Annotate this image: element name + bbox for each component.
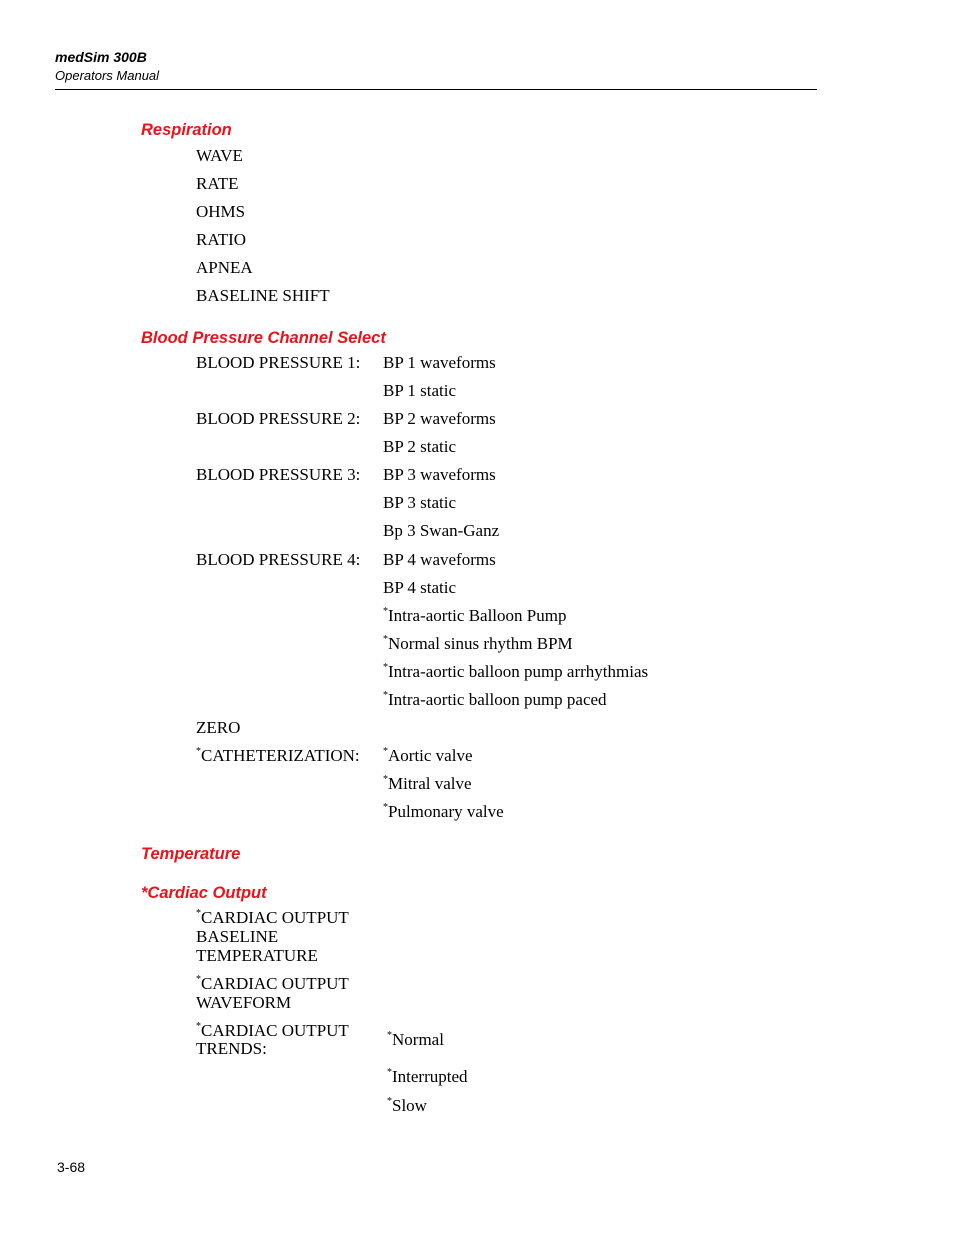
bp3-option: BP 3 waveforms xyxy=(383,465,496,484)
asterisk-mark: * xyxy=(196,1021,201,1032)
respiration-item-apnea: APNEA xyxy=(196,258,253,277)
option-text: Intra-aortic balloon pump arrhythmias xyxy=(388,662,649,681)
temperature-heading: Temperature xyxy=(141,845,241,863)
bp4-option: BP 4 waveforms xyxy=(383,550,496,569)
asterisk-mark: * xyxy=(383,690,388,701)
item-text-continued: TRENDS: xyxy=(196,1039,267,1058)
respiration-item-ratio: RATIO xyxy=(196,230,247,249)
option-text: Normal sinus rhythm BPM xyxy=(388,634,573,653)
asterisk-mark: * xyxy=(383,802,388,813)
option-text: Slow xyxy=(392,1096,427,1115)
asterisk-mark: * xyxy=(196,974,201,985)
option-text: Intra-aortic Balloon Pump xyxy=(388,606,567,625)
asterisk-mark: * xyxy=(387,1030,392,1041)
bp2-label: BLOOD PRESSURE 2: xyxy=(196,409,361,428)
catheterization-label xyxy=(196,746,360,768)
bp4-option xyxy=(383,662,648,684)
respiration-heading: Respiration xyxy=(141,121,232,139)
bp1-option: BP 1 static xyxy=(383,381,457,400)
option-text: Aortic valve xyxy=(388,746,473,765)
document-title: medSim 300B xyxy=(55,49,147,65)
bp4-label: BLOOD PRESSURE 4: xyxy=(196,550,361,569)
respiration-item-wave: WAVE xyxy=(196,146,243,165)
document-subtitle: Operators Manual xyxy=(55,68,160,83)
cath-option xyxy=(383,802,504,824)
bp1-option: BP 1 waveforms xyxy=(383,353,496,372)
cath-option xyxy=(383,774,472,796)
asterisk-mark: * xyxy=(383,634,388,645)
item-text-continued: WAVEFORM xyxy=(196,993,292,1012)
item-text-continued: TEMPERATURE xyxy=(196,946,318,965)
zero-item: ZERO xyxy=(196,718,241,737)
item-text: CARDIAC OUTPUT xyxy=(201,908,349,927)
option-text: Pulmonary valve xyxy=(388,802,504,821)
asterisk-mark: * xyxy=(387,1096,392,1107)
cath-option xyxy=(383,746,473,768)
respiration-item-baseline-shift: BASELINE SHIFT xyxy=(196,286,330,305)
item-text-continued: BASELINE xyxy=(196,927,279,946)
trend-option xyxy=(387,1067,468,1089)
respiration-item-rate: RATE xyxy=(196,174,239,193)
bp3-option: Bp 3 Swan-Ganz xyxy=(383,521,500,540)
asterisk-mark: * xyxy=(383,662,388,673)
asterisk-mark: * xyxy=(383,774,388,785)
trend-option xyxy=(387,1030,444,1052)
respiration-item-ohms: OHMS xyxy=(196,202,246,221)
bp4-option xyxy=(383,690,607,712)
page-number: 3-68 xyxy=(57,1159,86,1175)
bp1-label: BLOOD PRESSURE 1: xyxy=(196,353,361,372)
header-divider xyxy=(55,89,817,90)
bp2-option: BP 2 waveforms xyxy=(383,409,496,428)
bp4-option: BP 4 static xyxy=(383,578,457,597)
item-text: CARDIAC OUTPUT xyxy=(201,974,349,993)
option-text: Mitral valve xyxy=(388,774,472,793)
cardiac-output-heading: *Cardiac Output xyxy=(141,884,267,902)
bp3-label: BLOOD PRESSURE 3: xyxy=(196,465,361,484)
asterisk-mark: * xyxy=(196,746,201,757)
bp2-option: BP 2 static xyxy=(383,437,457,456)
asterisk-mark: * xyxy=(383,606,388,617)
bp4-option xyxy=(383,634,573,656)
asterisk-mark: * xyxy=(196,908,201,919)
trend-option xyxy=(387,1096,427,1118)
asterisk-mark: * xyxy=(383,746,388,757)
option-text: Interrupted xyxy=(392,1067,468,1086)
item-text: CARDIAC OUTPUT xyxy=(201,1021,349,1040)
bp3-option: BP 3 static xyxy=(383,493,457,512)
option-text: Intra-aortic balloon pump paced xyxy=(388,690,607,709)
bp-channel-heading: Blood Pressure Channel Select xyxy=(141,329,386,347)
asterisk-mark: * xyxy=(387,1067,392,1078)
option-text: Normal xyxy=(392,1030,444,1049)
label-text: CATHETERIZATION: xyxy=(201,746,360,765)
bp4-option xyxy=(383,606,566,628)
